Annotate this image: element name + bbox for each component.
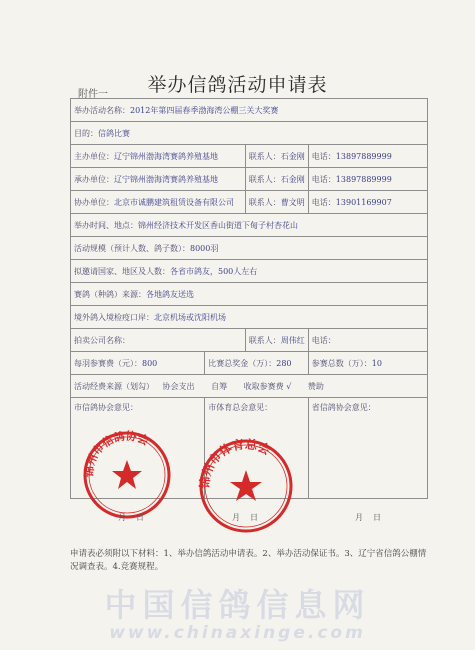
row-purpose <box>71 122 428 145</box>
watermark-url: www.chinaxinge.com <box>109 623 366 643</box>
organizer-contact-label: 联系人： <box>248 174 281 184</box>
seal-star-icon <box>230 470 262 501</box>
auction-phone-label: 电话： <box>311 335 336 345</box>
organizer-phone: 13897889999 <box>335 174 392 184</box>
host-phone: 13897889999 <box>335 151 392 161</box>
auction-contact: 周伟红 <box>280 335 305 345</box>
organizer-value: 辽宁锦州渤海湾赛鸽养殖基地 <box>114 174 218 184</box>
host-contact: 石金刚 <box>280 151 305 161</box>
organizer-label: 承办单位： <box>74 174 114 184</box>
provincial-opinion-label: 省信鸽协会意见： <box>311 403 376 412</box>
funding-option-self: 自筹 <box>211 381 228 391</box>
funding-checkmark: √ <box>286 381 292 391</box>
row-auction <box>71 329 428 352</box>
attachment-label: 附件一 <box>78 89 108 100</box>
co-organizer-contact: 曹文明 <box>280 197 305 207</box>
funding-label: 活动经费来源（划勾） <box>74 381 154 391</box>
invited-value: 各省市鸽友，500人左右 <box>170 266 258 276</box>
svg-text:锦州市信鸽协会: 锦州市信鸽协会 <box>82 430 151 478</box>
activity-name-label: 举办活动名称： <box>74 105 130 115</box>
row-quarantine <box>71 306 428 329</box>
sports-opinion-label: 市体育总会意见： <box>208 403 273 412</box>
count-label: 参赛总数（万）： <box>311 358 372 368</box>
row-scale <box>71 237 428 260</box>
row-organizer <box>71 168 428 191</box>
purpose-value: 信鸽比赛 <box>98 128 130 138</box>
row-fees <box>71 352 428 375</box>
source-value: 各地鸽友送选 <box>146 289 194 299</box>
co-organizer-label: 协办单位： <box>74 197 114 207</box>
co-organizer-phone: 13901169907 <box>335 197 392 207</box>
host-contact-label: 联系人： <box>248 151 281 161</box>
document-title: 举办信鸽活动申请表 <box>147 74 328 96</box>
host-label: 主办单位： <box>74 151 114 161</box>
entry-fee-label: 每羽参赛费（元）： <box>74 358 142 368</box>
activity-name-value: 2012年第四届春季渤海湾公棚三关大奖赛 <box>130 105 279 115</box>
funding-option-entry-fee: 收取参赛费 <box>243 381 284 391</box>
sports-opinion-date: 月 日 <box>232 513 259 522</box>
scale-value: 8000羽 <box>190 243 219 253</box>
scale-label: 活动规模（预计人数、鸽子数）： <box>74 243 190 253</box>
auction-label: 拍卖公司名称： <box>74 335 130 345</box>
row-co-organizer <box>71 191 428 214</box>
row-host <box>71 145 428 168</box>
prize-label: 比赛总奖金（万）： <box>208 358 277 368</box>
entry-fee-value: 800 <box>142 358 158 368</box>
purpose-label: 目的： <box>74 128 98 138</box>
provincial-opinion-date: 月 日 <box>355 513 382 522</box>
row-time-place <box>71 214 428 237</box>
funding-option-sponsor: 赞助 <box>307 381 324 391</box>
invited-label: 拟邀请国家、地区及人数： <box>74 266 170 276</box>
row-invited <box>71 260 428 283</box>
auction-contact-label: 联系人： <box>248 335 281 345</box>
local-association-seal <box>82 430 172 520</box>
svg-text:锦州市体育总会: 锦州市体育总会 <box>198 438 273 490</box>
row-activity-name <box>71 99 428 122</box>
host-phone-label: 电话： <box>311 151 336 161</box>
watermark-title: 中国信鸽信息网 <box>104 586 371 624</box>
co-organizer-phone-label: 电话： <box>311 197 336 207</box>
host-value: 辽宁锦州渤海湾赛鸽养殖基地 <box>114 151 218 161</box>
seal-star-icon <box>112 460 142 489</box>
co-organizer-value: 北京市诚鹏建筑租赁设备有限公司 <box>114 197 234 207</box>
prize-value: 280 <box>276 358 292 368</box>
quarantine-label: 境外鸽入境检疫口岸： <box>74 312 154 322</box>
funding-option-association: 协会支出 <box>162 381 195 391</box>
row-source <box>71 283 428 306</box>
attachment-requirements-note: 申请表必须附以下材料：1、举办信鸽活动申请表。2、举办活动保证书。3、辽宁省信鸽公棚情况调查表。4.竞赛规程。 <box>70 549 427 572</box>
time-place-value: 锦州经济技术开发区香山街道下甸子村杏花山 <box>138 220 298 230</box>
local-opinion-date: 月 日 <box>118 513 145 522</box>
co-organizer-contact-label: 联系人： <box>248 197 281 207</box>
quarantine-value: 北京机场或沈阳机场 <box>154 312 226 322</box>
row-funding <box>71 375 428 398</box>
count-value: 10 <box>371 358 382 368</box>
organizer-phone-label: 电话： <box>311 174 336 184</box>
local-opinion-label: 市信鸽协会意见： <box>74 403 138 412</box>
source-label: 赛鸽（种鸽）来源： <box>74 289 146 299</box>
organizer-contact: 石金刚 <box>280 174 305 184</box>
time-place-label: 举办时间、地点： <box>74 220 138 230</box>
